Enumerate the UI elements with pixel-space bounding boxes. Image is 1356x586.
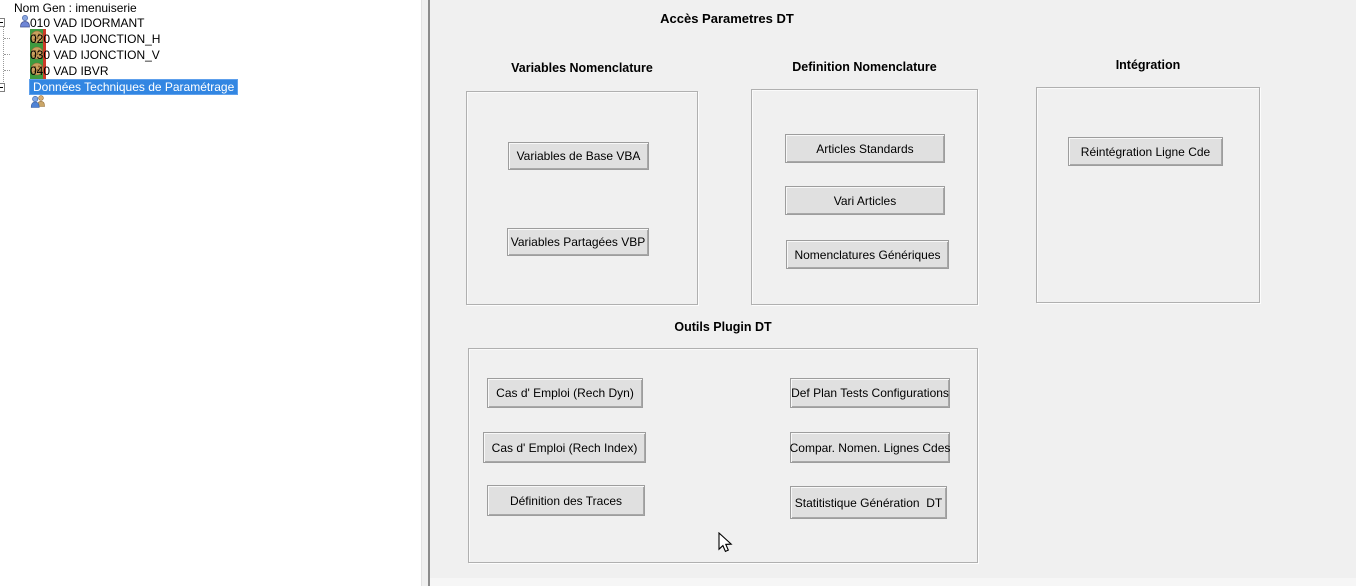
- expand-toggle[interactable]: [0, 83, 5, 92]
- cas-emploi-rech-dyn-button[interactable]: Cas d' Emploi (Rech Dyn): [487, 378, 643, 408]
- articles-standards-button[interactable]: Articles Standards: [785, 134, 945, 163]
- panel-bottom-edge: [430, 578, 1356, 586]
- tree-item-label: 030 VAD IJONCTION_V: [30, 48, 160, 62]
- tree-root-item[interactable]: [0, 0, 420, 16]
- tree-selected-label: Données Techniques de Paramétrage: [29, 79, 238, 95]
- tree-item-030-vad-ijonction-v[interactable]: [0, 47, 420, 63]
- expand-toggle[interactable]: [0, 18, 5, 27]
- outils-plugin-dt-title: Outils Plugin DT: [674, 320, 772, 334]
- variables-partagees-vbp-button[interactable]: Variables Partagées VBP: [507, 228, 649, 256]
- tree-item-010-vad-idormant[interactable]: [0, 15, 420, 31]
- tree-item-label: 010 VAD IDORMANT: [30, 16, 145, 30]
- cookie-icon: [10, 63, 26, 79]
- variables-nomenclature-title: Variables Nomenclature: [511, 61, 653, 75]
- reintegration-ligne-cde-button[interactable]: Réintégration Ligne Cde: [1068, 137, 1223, 166]
- integration-group: [1036, 87, 1260, 303]
- tree-item-label: 020 VAD IJONCTION_H: [30, 32, 161, 46]
- tree-item-label: 040 VAD IBVR: [30, 64, 109, 78]
- integration-title: Intégration: [1115, 58, 1181, 72]
- def-plan-tests-configurations-button[interactable]: Def Plan Tests Configurations: [790, 378, 950, 408]
- nomenclatures-generiques-button[interactable]: Nomenclatures Génériques: [786, 240, 949, 269]
- vari-articles-button[interactable]: Vari Articles: [785, 186, 945, 215]
- definition-nomenclature-title: Definition Nomenclature: [792, 60, 937, 74]
- variables-de-base-vba-button[interactable]: Variables de Base VBA: [508, 142, 649, 170]
- users-icon: [10, 79, 26, 95]
- cas-emploi-rech-index-button[interactable]: Cas d' Emploi (Rech Index): [483, 432, 646, 463]
- user-icon: [0, 0, 11, 14]
- compar-nomen-lignes-cdes-button[interactable]: Compar. Nomen. Lignes Cdes: [790, 432, 950, 463]
- tree-pane: [0, 0, 421, 586]
- definition-des-traces-button[interactable]: Définition des Traces: [487, 485, 645, 516]
- tree-root-label: Nom Gen : imenuiserie: [14, 1, 137, 15]
- variables-nomenclature-group: [466, 91, 698, 305]
- tree-item-020-vad-ijonction-h[interactable]: [0, 31, 420, 47]
- cookie-icon: [10, 47, 26, 63]
- tree-item-donnees-techniques[interactable]: [0, 79, 420, 95]
- cookie-icon: [10, 15, 26, 31]
- page-title: Accès Parametres DT: [660, 11, 794, 26]
- tree-item-040-vad-ibvr[interactable]: [0, 63, 420, 79]
- cookie-icon: [10, 31, 26, 47]
- statistique-generation-dt-button[interactable]: Statitistique Génération DT: [790, 486, 947, 519]
